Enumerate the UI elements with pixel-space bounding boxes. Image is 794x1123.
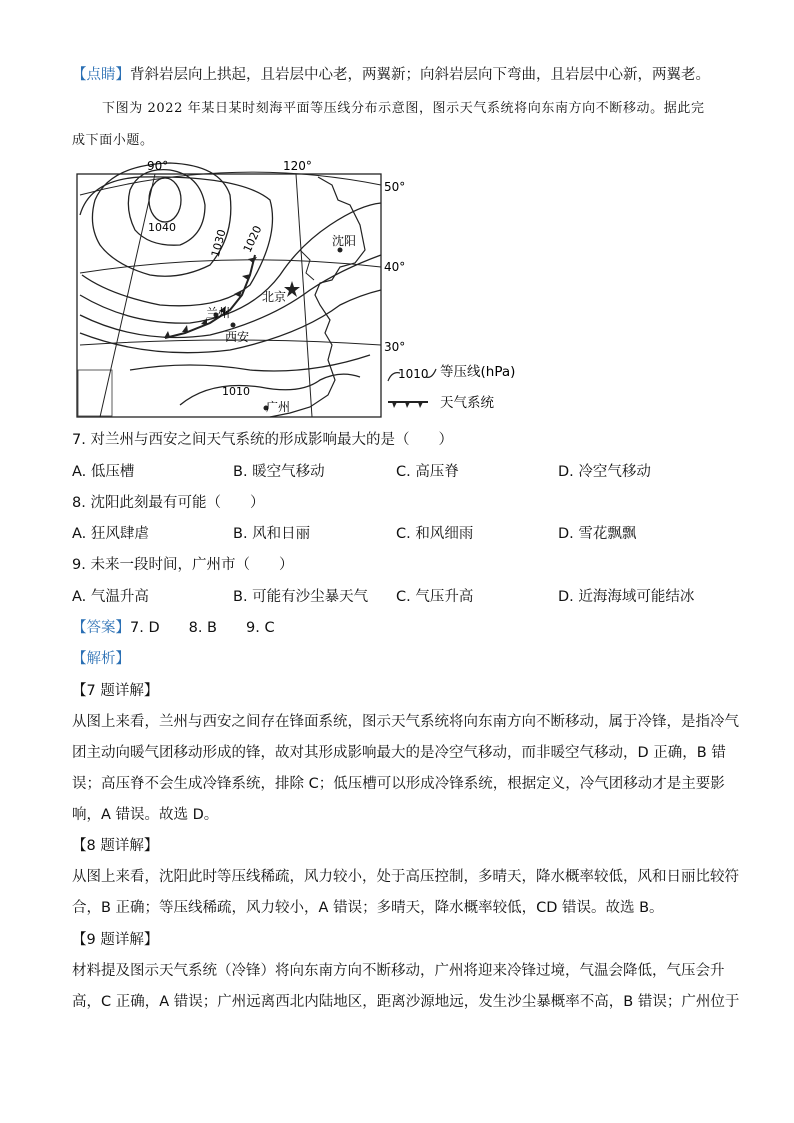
legend-front-tooth-3 [418, 402, 423, 408]
answer-text: 7. D 8. B 9. C [130, 620, 275, 636]
question-stem-line-2: 成下面小题。 [72, 133, 154, 148]
q8-option-a[interactable]: A. 狂风肆虐 [72, 526, 149, 542]
detail-9-line-1: 材料提及图示天气系统（冷锋）将向东南方向不断移动，广州将迎来冷锋过境，气温会降低，气压会升 [72, 963, 725, 979]
detail-9-line-2: 高，C 正确，A 错误；广州远离西北内陆地区，距离沙源地远，发生沙尘暴概率不高，B 错误；广州位于 [72, 994, 740, 1010]
q8-option-c[interactable]: C. 和风细雨 [396, 526, 474, 542]
shenyang-dot [338, 248, 343, 253]
key-point-tag: 【点睛】 [72, 67, 130, 83]
q9-option-c[interactable]: C. 气压升高 [396, 589, 474, 605]
lat-label-40: 40° [384, 260, 406, 274]
key-point-line [72, 65, 732, 85]
question-7-stem: 7. 对兰州与西安之间天气系统的形成影响最大的是（ ） [72, 432, 453, 448]
detail-8-line-2: 合，B 正确；等压线稀疏，风力较小，A 错误；多晴天，降水概率较低，CD 错误。故选 B。 [72, 900, 664, 916]
analysis-tag: 【解析】 [72, 651, 130, 667]
city-lanzhou: 兰州 [206, 306, 231, 320]
q8-option-d[interactable]: D. 雪花飘飘 [558, 526, 637, 542]
lat-label-50: 50° [384, 180, 406, 194]
lat-label-30: 30° [384, 340, 406, 354]
city-shenyang: 沈阳 [332, 234, 357, 248]
question-8-stem: 8. 沈阳此刻最有可能（ ） [72, 495, 265, 511]
legend-front-text: 天气系统 [440, 395, 494, 411]
isobar-map [70, 155, 540, 420]
key-point-text: 背斜岩层向上拱起，且岩层中心老，两翼新；向斜岩层向下弯曲，且岩层中心新，两翼老。 [130, 67, 710, 83]
q7-option-c[interactable]: C. 高压脊 [396, 464, 459, 480]
answer-line [72, 618, 732, 638]
q9-option-d[interactable]: D. 近海海域可能结冰 [558, 589, 695, 605]
detail-9-title: 【9 题详解】 [72, 932, 159, 948]
lon-label-120: 120° [283, 159, 312, 173]
isobar-label-1010: 1010 [222, 385, 250, 398]
isobar-label-1020: 1020 [240, 223, 265, 255]
detail-7-line-2: 团主动向暖气团移动形成的锋，故对其形成影响最大的是冷空气移动，而非暖空气移动，D 正确，B 错 [72, 745, 726, 761]
detail-7-title: 【7 题详解】 [72, 683, 159, 699]
detail-8-line-1: 从图上来看，沈阳此时等压线稀疏，风力较小，处于高压控制，多晴天，降水概率较低，风和日丽比较符 [72, 869, 739, 885]
city-xian: 西安 [225, 330, 250, 344]
q9-option-a[interactable]: A. 气温升高 [72, 589, 149, 605]
detail-7-line-3: 误；高压脊不会生成冷锋系统，排除 C；低压槽可以形成冷锋系统，根据定义，冷气团移动才是主要影 [72, 776, 725, 792]
detail-7-line-1: 从图上来看，兰州与西安之间存在锋面系统，图示天气系统将向东南方向不断移动，属于冷锋，是指冷气 [72, 714, 739, 730]
question-stem-line-1: 下图为 2022 年某日某时刻海平面等压线分布示意图，图示天气系统将向东南方向不断移动。据此完 [102, 101, 705, 116]
answer-tag: 【答案】 [72, 620, 130, 636]
xian-dot [231, 323, 236, 328]
city-beijing: 北京 [262, 290, 287, 304]
legend-isobar-value: 1010 [398, 367, 429, 381]
q9-option-b[interactable]: B. 可能有沙尘暴天气 [233, 589, 369, 605]
q7-option-b[interactable]: B. 暖空气移动 [233, 464, 325, 480]
detail-7-line-4: 响，A 错误。故选 D。 [72, 807, 219, 823]
q7-option-d[interactable]: D. 冷空气移动 [558, 464, 651, 480]
q7-option-a[interactable]: A. 低压槽 [72, 464, 135, 480]
isobar-label-1040: 1040 [148, 221, 176, 234]
legend-front-tooth-1 [392, 402, 397, 408]
isobar-label-1030: 1030 [208, 228, 229, 259]
lon-label-90: 90° [147, 159, 169, 173]
city-guangzhou: 广州 [266, 400, 291, 414]
legend-isobar-text: 等压线(hPa) [440, 364, 516, 380]
detail-8-title: 【8 题详解】 [72, 838, 159, 854]
question-9-stem: 9. 未来一段时间，广州市（ ） [72, 557, 294, 573]
legend-front-tooth-2 [405, 402, 410, 408]
map-inset [78, 370, 112, 416]
q8-option-b[interactable]: B. 风和日丽 [233, 526, 311, 542]
